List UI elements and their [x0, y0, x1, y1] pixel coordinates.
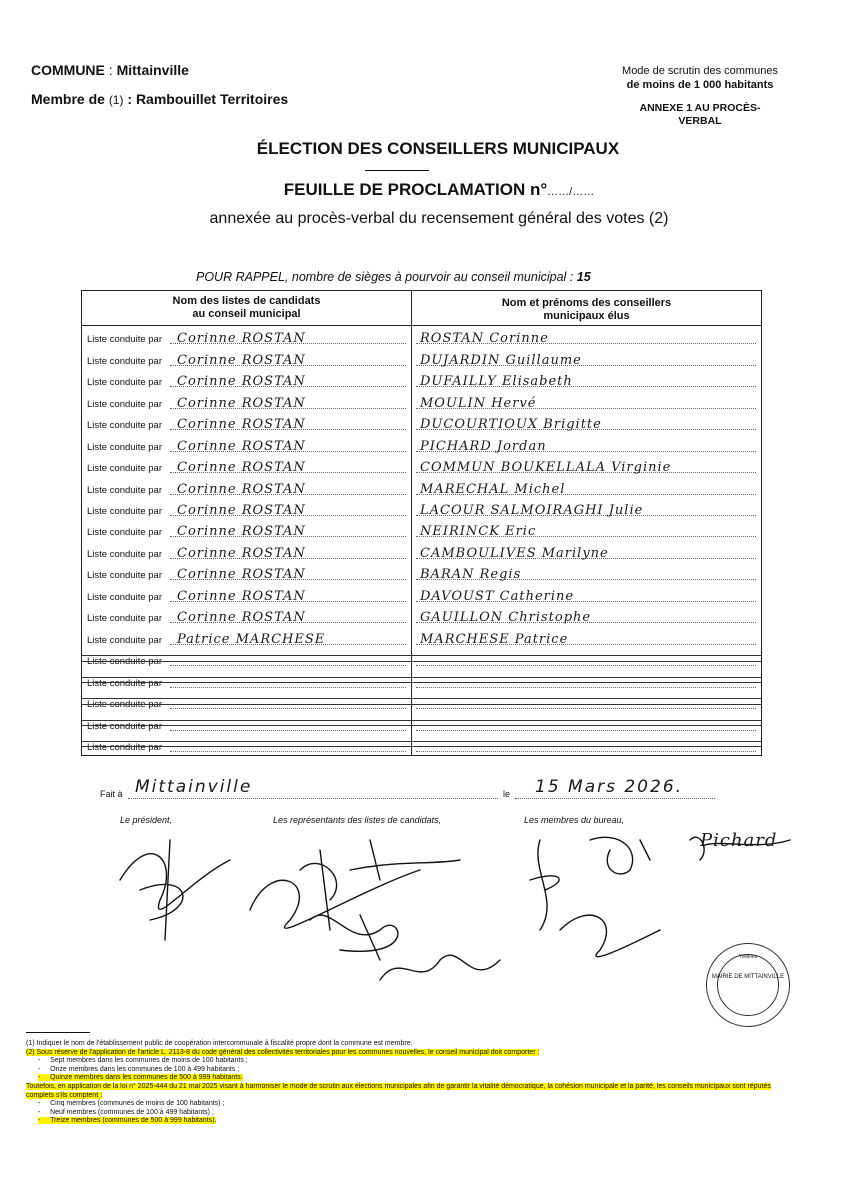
footnote-2b: Onze membres dans les communes de 100 à 499 habitants ;	[50, 1065, 240, 1073]
list-leader-name: Corinne ROSTAN	[177, 524, 306, 540]
row-label: Liste conduite par	[87, 634, 162, 646]
col2-header-line1: Nom et prénoms des conseillers	[501, 297, 672, 309]
membre-note: (1)	[108, 93, 124, 107]
row-label: Liste conduite par	[87, 355, 162, 367]
fait-a-label: Fait à	[100, 789, 123, 799]
rappel-text: POUR RAPPEL, nombre de sièges à pourvoir au conseil municipal :	[196, 270, 574, 284]
elected-councillor-name: MARECHAL Michel	[420, 481, 566, 497]
row-label: Liste conduite par	[87, 613, 162, 625]
footnote-dash: -	[38, 1065, 41, 1073]
footnotes	[26, 1040, 796, 1126]
signature-representant-3	[310, 915, 398, 960]
elected-councillor-name: ROSTAN Corinne	[420, 331, 549, 347]
elected-councillor-name: DUCOURTIOUX Brigitte	[420, 417, 602, 433]
table-row	[82, 626, 761, 647]
commune-value: Mittainville	[116, 62, 189, 78]
row-dotted-line	[416, 751, 756, 752]
list-leader-name: Corinne ROSTAN	[177, 417, 306, 433]
mode-scrutin	[600, 64, 800, 92]
elected-councillor-name: DAVOUST Catherine	[420, 588, 575, 604]
table-row	[82, 476, 761, 497]
footnote-3: Toutefois, en application de la loi n° 2025-444 du 21 mai 2025 visant à harmoniser le mode de scrutin aux élections municipales afin de garantir la vitalité démocratique, la cohésion municipale et la parité, les conseils municipaux sont réputés complets s'ils comptent :	[26, 1082, 771, 1099]
elected-councillor-name: NEIRINCK Eric	[420, 524, 537, 540]
rappel-line	[196, 270, 591, 284]
elected-councillor-name: COMMUN BOUKELLALA Virginie	[420, 460, 672, 476]
row-label: Liste conduite par	[87, 527, 162, 539]
table-row	[82, 734, 761, 755]
table-row	[82, 369, 761, 390]
commune-label: COMMUNE	[31, 62, 105, 78]
col1-header-line1: Nom des listes de candidats	[172, 295, 321, 307]
table-row	[82, 648, 761, 669]
membre-sep: :	[123, 91, 136, 107]
elected-councillor-name: MOULIN Hervé	[420, 395, 537, 411]
row-dotted-line	[170, 665, 406, 666]
col1-header	[82, 295, 411, 321]
footnote-3b: Neuf membres (communes de 100 à 499 habitants) ;	[50, 1108, 214, 1116]
commune-sep: :	[104, 62, 117, 78]
list-leader-name: Corinne ROSTAN	[177, 588, 306, 604]
row-label: Liste conduite par	[87, 741, 162, 753]
mode-line1: Mode de scrutin des communes	[622, 65, 778, 77]
handwritten-name: Pichard	[700, 830, 778, 851]
list-leader-name: Corinne ROSTAN	[177, 438, 306, 454]
row-dotted-line	[170, 687, 406, 688]
col1-header-line2: au conseil municipal	[192, 308, 301, 320]
elected-councillor-name: MARCHESE Patrice	[420, 631, 569, 647]
row-label: Liste conduite par	[87, 484, 162, 496]
membre-line	[31, 91, 288, 107]
list-leader-name: Corinne ROSTAN	[177, 395, 306, 411]
footnote-2a: Sept membres dans les communes de moins de 100 habitants ;	[50, 1057, 248, 1065]
elected-councillor-name: DUJARDIN Guillaume	[420, 352, 582, 368]
signature-bureau-2	[590, 837, 650, 874]
row-label: Liste conduite par	[87, 677, 162, 689]
list-leader-name: Corinne ROSTAN	[177, 545, 306, 561]
row-dotted-line	[170, 708, 406, 709]
row-label: Liste conduite par	[87, 377, 162, 389]
row-strike-line	[82, 741, 761, 742]
row-dotted-line	[416, 665, 756, 666]
list-leader-name: Corinne ROSTAN	[177, 567, 306, 583]
fait-a-line	[128, 798, 498, 799]
candidates-table	[81, 290, 762, 756]
signature-president	[120, 840, 230, 940]
table-row	[82, 605, 761, 626]
footnote-2: (2) Sous réserve de l'application de l'article L. 2113-8 du code général des collectivités territoriales pour les communes nouvelles, le conseil municipal doit comporter :	[26, 1048, 540, 1056]
le-label: le	[503, 789, 511, 799]
signature-bureau-1	[530, 840, 559, 930]
row-label: Liste conduite par	[87, 463, 162, 475]
row-strike-line	[82, 682, 761, 683]
row-dotted-line	[416, 730, 756, 731]
table-row	[82, 412, 761, 433]
elected-councillor-name: CAMBOULIVES Marilyne	[420, 545, 609, 561]
table-row	[82, 712, 761, 733]
stamp-inner-ring	[717, 954, 779, 1016]
table-row	[82, 541, 761, 562]
row-strike-line	[82, 655, 761, 656]
row-label: Liste conduite par	[87, 591, 162, 603]
mode-line2: de moins de 1 000 habitants	[626, 79, 774, 91]
row-dotted-line	[416, 708, 756, 709]
list-leader-name: Corinne ROSTAN	[177, 331, 306, 347]
row-strike-line	[82, 720, 761, 721]
elected-councillor-name: GAUILLON Christophe	[420, 610, 592, 626]
table-row	[82, 326, 761, 347]
membres-label: Les membres du bureau,	[524, 815, 625, 825]
footnote-3a: Cinq membres (communes de moins de 100 habitants) ;	[50, 1100, 225, 1108]
row-label: Liste conduite par	[87, 506, 162, 518]
table-row	[82, 433, 761, 454]
col2-header	[412, 297, 761, 323]
list-leader-name: Corinne ROSTAN	[177, 503, 306, 519]
row-label: Liste conduite par	[87, 548, 162, 560]
annexe-label	[620, 102, 780, 128]
table-row	[82, 583, 761, 604]
footnote-dash: -	[38, 1100, 41, 1108]
membre-value: Rambouillet Territoires	[135, 91, 289, 107]
elected-councillor-name: BARAN Regis	[420, 567, 522, 583]
list-leader-name: Corinne ROSTAN	[177, 610, 306, 626]
footnote-rule	[26, 1032, 90, 1033]
table-row	[82, 390, 761, 411]
row-label: Liste conduite par	[87, 441, 162, 453]
president-label: Le président,	[120, 815, 173, 825]
footnote-dash: -	[38, 1117, 41, 1125]
signature-representant-4	[380, 955, 500, 980]
annexe-line2: VERBAL	[678, 115, 722, 127]
membre-label: Membre de	[31, 91, 105, 107]
rappel-seats: 15	[576, 270, 591, 284]
feuille-label: FEUILLE DE PROCLAMATION n°	[283, 180, 548, 199]
elected-councillor-name: LACOUR SALMOIRAGHI Julie	[420, 503, 644, 519]
row-dotted-line	[170, 730, 406, 731]
footnote-dash: -	[38, 1108, 41, 1116]
row-strike-line	[82, 698, 761, 699]
date-value: 15 Mars 2026.	[535, 777, 684, 797]
row-dotted-line	[416, 687, 756, 688]
stamp-sub: Yvelines	[738, 954, 758, 960]
signature-representant-1	[250, 850, 420, 930]
elected-councillor-name: PICHARD Jordan	[420, 438, 547, 454]
list-leader-name: Patrice MARCHESE	[177, 631, 326, 647]
row-label: Liste conduite par	[87, 656, 162, 668]
row-strike-line	[82, 746, 761, 747]
title-divider	[365, 170, 429, 171]
footnote-dash: -	[38, 1057, 41, 1065]
footnote-3c: Treize membres (communes de 500 à 999 habitants).	[50, 1117, 217, 1125]
signature-representant-2	[350, 840, 460, 880]
table-row	[82, 347, 761, 368]
date-line	[515, 798, 715, 799]
row-label: Liste conduite par	[87, 420, 162, 432]
table-row	[82, 519, 761, 540]
row-label: Liste conduite par	[87, 720, 162, 732]
col2-header-line2: municipaux élus	[543, 310, 630, 322]
list-leader-name: Corinne ROSTAN	[177, 374, 306, 390]
feuille-number: ……/……	[547, 186, 595, 198]
table-row	[82, 498, 761, 519]
row-strike-line	[82, 704, 761, 705]
list-leader-name: Corinne ROSTAN	[177, 460, 306, 476]
row-label: Liste conduite par	[87, 334, 162, 346]
commune-line	[31, 62, 189, 78]
signature-bureau-3	[560, 915, 660, 957]
row-label: Liste conduite par	[87, 398, 162, 410]
footnote-dash: -	[38, 1074, 41, 1082]
row-strike-line	[82, 661, 761, 662]
table-row	[82, 562, 761, 583]
main-title: ÉLECTION DES CONSEILLERS MUNICIPAUX	[256, 139, 620, 158]
row-label: Liste conduite par	[87, 699, 162, 711]
footnote-1: (1) Indiquer le nom de l'établissement public de coopération intercommunale à fiscalité propre dont la commune est membre.	[26, 1040, 413, 1047]
elected-councillor-name: DUFAILLY Elisabeth	[420, 374, 573, 390]
table-row	[82, 691, 761, 712]
table-rows	[82, 326, 761, 755]
list-leader-name: Corinne ROSTAN	[177, 481, 306, 497]
table-row	[82, 455, 761, 476]
subtitle: annexée au procès-verbal du recensement général des votes (2)	[209, 210, 669, 227]
row-strike-line	[82, 725, 761, 726]
feuille-title	[0, 180, 848, 200]
mairie-stamp	[706, 943, 790, 1027]
representants-label: Les représentants des listes de candidats,	[273, 815, 442, 825]
fait-a-value: Mittainville	[135, 777, 253, 797]
table-row	[82, 669, 761, 690]
row-dotted-line	[170, 751, 406, 752]
annexe-line1: ANNEXE 1 AU PROCÈS-	[639, 102, 761, 114]
row-label: Liste conduite par	[87, 570, 162, 582]
footnote-2c: Quinze membres dans les communes de 500 à 999 habitants.	[50, 1074, 243, 1082]
list-leader-name: Corinne ROSTAN	[177, 352, 306, 368]
stamp-text: MAIRIE DE MITTAINVILLE	[711, 974, 785, 980]
row-strike-line	[82, 677, 761, 678]
